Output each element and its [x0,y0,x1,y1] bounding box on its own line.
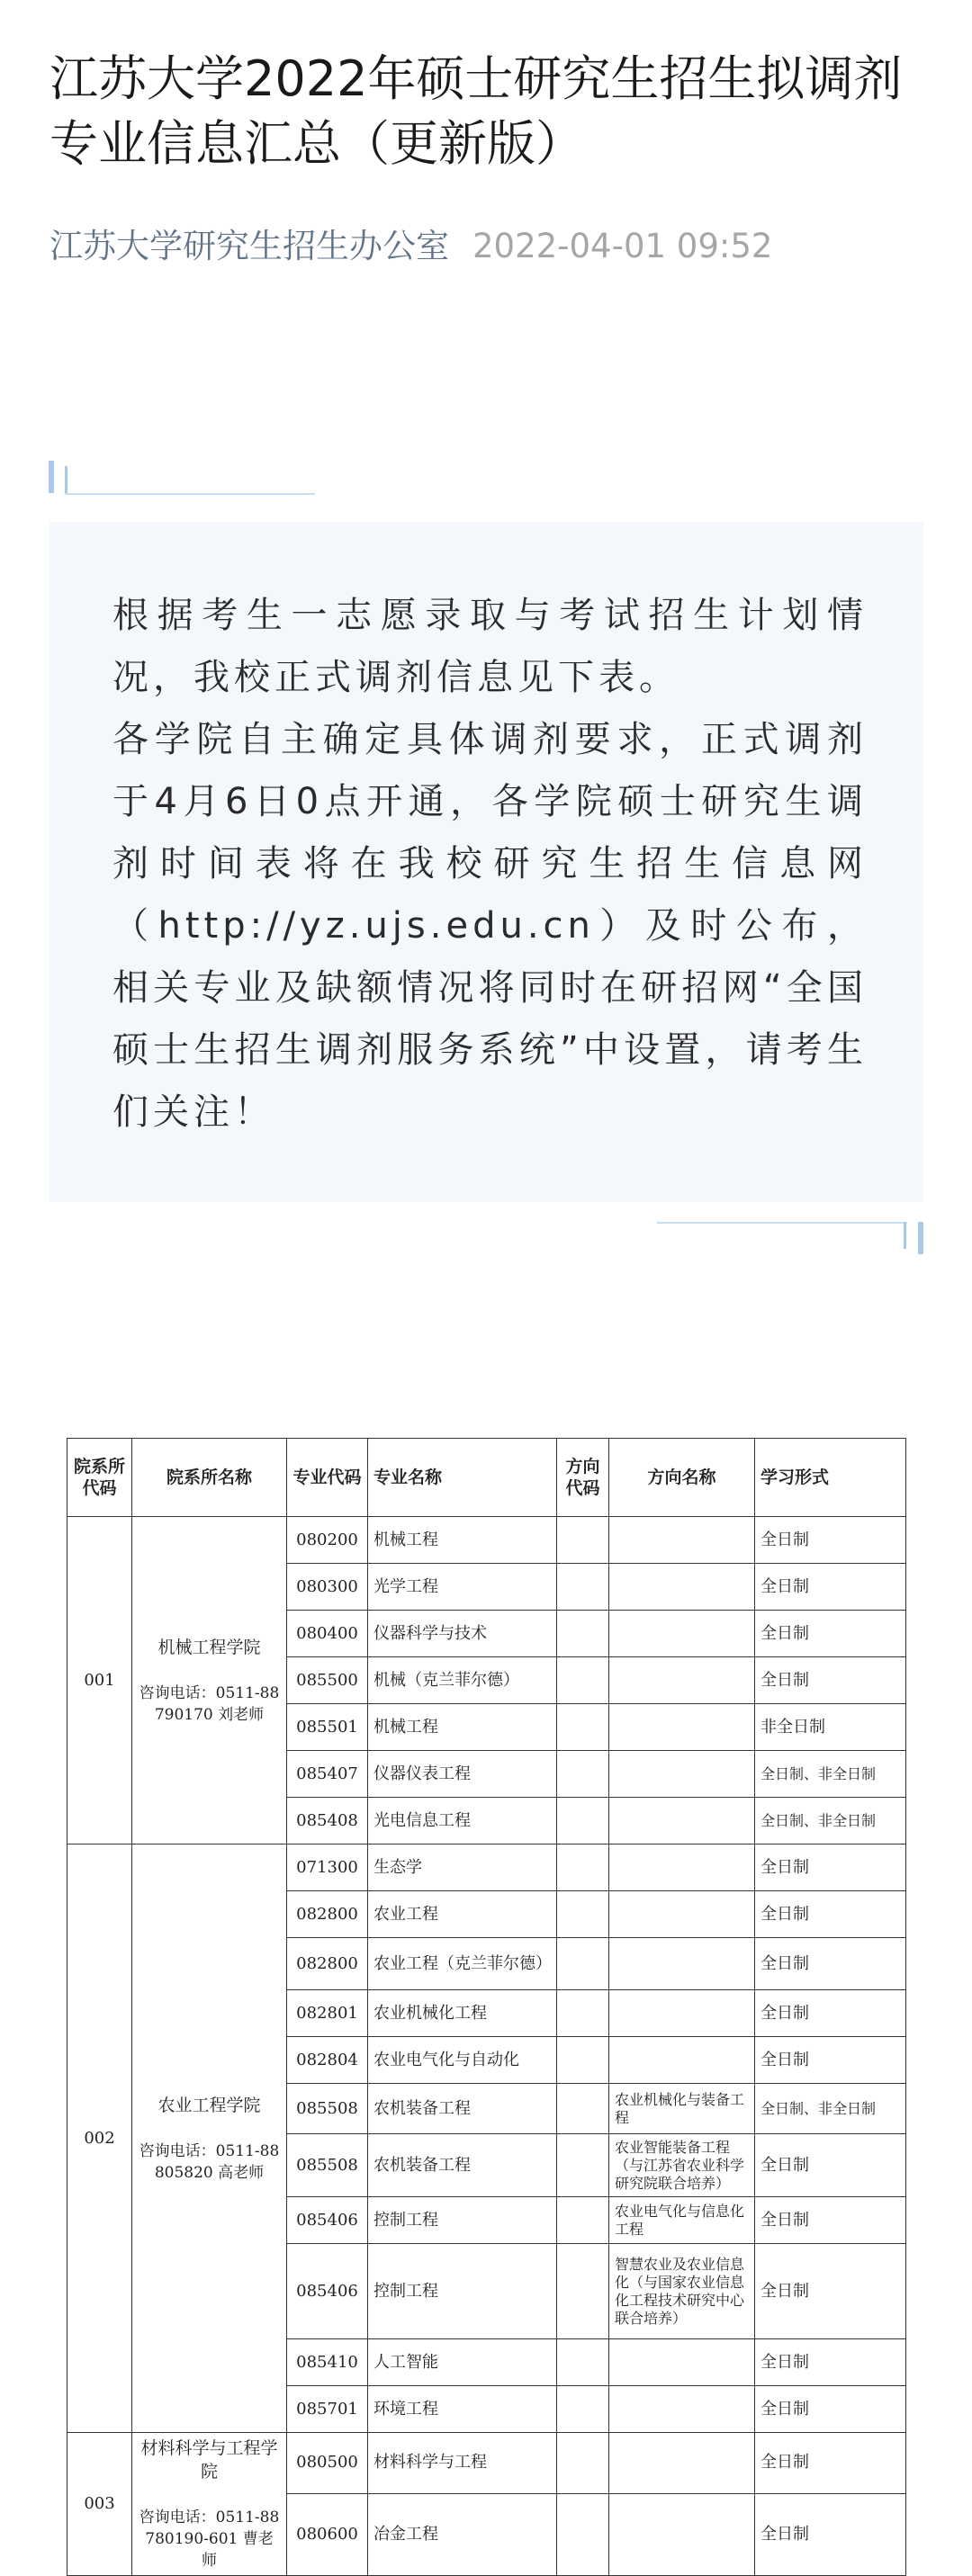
direction-name-cell [609,1891,755,1938]
dept-code-cell: 002 [68,1844,132,2433]
direction-name-cell [609,1798,755,1844]
major-name-cell: 生态学 [368,1844,557,1891]
direction-name-cell [609,1564,755,1611]
dept-code-cell: 001 [68,1517,132,1844]
direction-name-cell [609,1751,755,1798]
adjustment-table [67,1438,906,2576]
major-name-cell: 控制工程 [368,2244,557,2339]
major-code-cell: 080200 [287,1517,368,1564]
study-mode-cell: 全日制 [755,1891,906,1938]
direction-name-cell [609,2339,755,2386]
dept-name: 机械工程学院 [158,1637,261,1657]
direction-code-cell [557,1751,609,1798]
major-code-cell: 085508 [287,2084,368,2134]
major-code-cell: 080400 [287,1611,368,1657]
study-mode-cell: 全日制 [755,1938,906,1990]
study-mode-cell: 全日制 [755,1990,906,2037]
major-name-cell: 农机装备工程 [368,2084,557,2134]
article-title: 江苏大学2022年硕士研究生招生拟调剂专业信息汇总（更新版） [50,50,903,172]
study-mode-cell: 全日制 [755,2197,906,2244]
header-direction-code: 方向代码 [557,1439,609,1517]
major-name-cell: 光学工程 [368,1564,557,1611]
major-name-cell: 机械工程 [368,1704,557,1751]
study-mode-cell: 全日制 [755,2433,906,2494]
direction-name-cell [609,1704,755,1751]
dept-name-cell [132,1517,287,1844]
direction-code-cell [557,1891,609,1938]
major-name-cell: 农业工程（克兰菲尔德） [368,1938,557,1990]
direction-name-cell [609,1657,755,1704]
major-name-cell: 控制工程 [368,2197,557,2244]
direction-code-cell [557,1938,609,1990]
direction-name-cell: 智慧农业及农业信息化（与国家农业信息化工程技术研究中心联合培养） [609,2244,755,2339]
major-name-cell: 仪器科学与技术 [368,1611,557,1657]
notice-paragraph-2: 各学院自主确定具体调剂要求，正式调剂于4月6日0点开通，各学院硕士研究生调剂时间表将在我校研究生招生信息网（http://yz.ujs.edu.cn）及时公布，相关专业及缺额情况将同时在研招网“全国硕士生招生调剂服务系统”中设置，请考生们关注！ [112,719,868,1133]
major-name-cell: 农业机械化工程 [368,1990,557,2037]
study-mode-cell: 全日制、非全日制 [755,1798,906,1844]
direction-name-cell [609,1517,755,1564]
direction-name-cell [609,1844,755,1891]
major-code-cell: 080300 [287,1564,368,1611]
dept-name: 材料科学与工程学院 [140,2438,278,2482]
major-code-cell: 082801 [287,1990,368,2037]
study-mode-cell: 全日制 [755,1657,906,1704]
study-mode-cell: 全日制 [755,2386,906,2433]
direction-code-cell [557,2244,609,2339]
adjustment-table-image [67,1438,905,2576]
major-name-cell: 机械工程 [368,1517,557,1564]
study-mode-cell: 全日制 [755,2493,906,2575]
major-code-cell: 082800 [287,1938,368,1990]
direction-code-cell [557,2386,609,2433]
direction-code-cell [557,1611,609,1657]
publish-time: 2022-04-01 09:52 [472,227,773,265]
major-name-cell: 农机装备工程 [368,2134,557,2197]
study-mode-cell: 全日制 [755,1844,906,1891]
major-code-cell: 085406 [287,2244,368,2339]
study-mode-cell: 非全日制 [755,1704,906,1751]
header-dept-code: 院系所代码 [68,1439,132,1517]
dept-code-cell: 003 [68,2433,132,2576]
study-mode-cell: 全日制 [755,2134,906,2197]
dept-contact: 咨询电话：0511-88790170 刘老师 [139,1683,280,1724]
header-direction-name: 方向名称 [609,1439,755,1517]
direction-name-cell [609,2386,755,2433]
direction-name-cell [609,2433,755,2494]
major-name-cell: 农业电气化与自动化 [368,2037,557,2084]
major-name-cell: 冶金工程 [368,2493,557,2575]
dept-contact: 咨询电话：0511-88805820 高老师 [139,2141,280,2182]
major-code-cell: 085508 [287,2134,368,2197]
direction-code-cell [557,2493,609,2575]
major-code-cell: 085500 [287,1657,368,1704]
direction-code-cell [557,1798,609,1844]
direction-name-cell [609,2037,755,2084]
notice-paragraph-1: 根据考生一志愿录取与考试招生计划情况，我校正式调剂信息见下表。 [112,595,868,698]
table-row [68,1844,906,1891]
major-code-cell: 085501 [287,1704,368,1751]
direction-code-cell [557,1564,609,1611]
table-row [68,2433,906,2494]
direction-code-cell [557,1517,609,1564]
header-study-mode: 学习形式 [755,1439,906,1517]
direction-name-cell: 农业机械化与装备工程 [609,2084,755,2134]
major-name-cell: 农业工程 [368,1891,557,1938]
study-mode-cell: 全日制、非全日制 [755,1751,906,1798]
account-name-link[interactable]: 江苏大学研究生招生办公室 [50,227,449,265]
table-header-row [68,1439,906,1517]
dept-name-cell [132,1844,287,2433]
major-code-cell: 085407 [287,1751,368,1798]
direction-code-cell [557,2037,609,2084]
study-mode-cell: 全日制、非全日制 [755,2084,906,2134]
study-mode-cell: 全日制 [755,1611,906,1657]
major-code-cell: 080500 [287,2433,368,2494]
direction-name-cell [609,1611,755,1657]
quote-decoration-top [49,461,319,497]
major-name-cell: 人工智能 [368,2339,557,2386]
header-major-name: 专业名称 [368,1439,557,1517]
study-mode-cell: 全日制 [755,1517,906,1564]
dept-name: 农业工程学院 [158,2095,261,2115]
study-mode-cell: 全日制 [755,2244,906,2339]
major-name-cell: 机械（克兰菲尔德） [368,1657,557,1704]
major-code-cell: 085701 [287,2386,368,2433]
direction-code-cell [557,2339,609,2386]
direction-code-cell [557,1657,609,1704]
table-row [68,1517,906,1564]
direction-code-cell [557,1990,609,2037]
major-code-cell: 080600 [287,2493,368,2575]
major-code-cell: 085408 [287,1798,368,1844]
notice-block [50,522,923,1202]
major-name-cell: 光电信息工程 [368,1798,557,1844]
direction-code-cell [557,1844,609,1891]
major-code-cell: 082800 [287,1891,368,1938]
major-code-cell: 082804 [287,2037,368,2084]
direction-code-cell [557,1704,609,1751]
direction-code-cell [557,2084,609,2134]
study-mode-cell: 全日制 [755,2037,906,2084]
major-name-cell: 仪器仪表工程 [368,1751,557,1798]
header-dept-name: 院系所名称 [132,1439,287,1517]
direction-name-cell [609,1990,755,2037]
direction-code-cell [557,2197,609,2244]
major-name-cell: 材料科学与工程 [368,2433,557,2494]
dept-name-cell [132,2433,287,2576]
direction-name-cell: 农业电气化与信息化工程 [609,2197,755,2244]
header-major-code: 专业代码 [287,1439,368,1517]
major-name-cell: 环境工程 [368,2386,557,2433]
direction-code-cell [557,2433,609,2494]
article-meta [50,223,772,270]
study-mode-cell: 全日制 [755,1564,906,1611]
direction-name-cell [609,2493,755,2575]
dept-contact: 咨询电话：0511-88780190-601 曹老师 [139,2509,280,2570]
major-code-cell: 085410 [287,2339,368,2386]
direction-code-cell [557,2134,609,2197]
direction-name-cell [609,1938,755,1990]
major-code-cell: 071300 [287,1844,368,1891]
study-mode-cell: 全日制 [755,2339,906,2386]
direction-name-cell: 农业智能装备工程（与江苏省农业科学研究院联合培养） [609,2134,755,2197]
major-code-cell: 085406 [287,2197,368,2244]
quote-decoration-bottom [657,1222,927,1260]
